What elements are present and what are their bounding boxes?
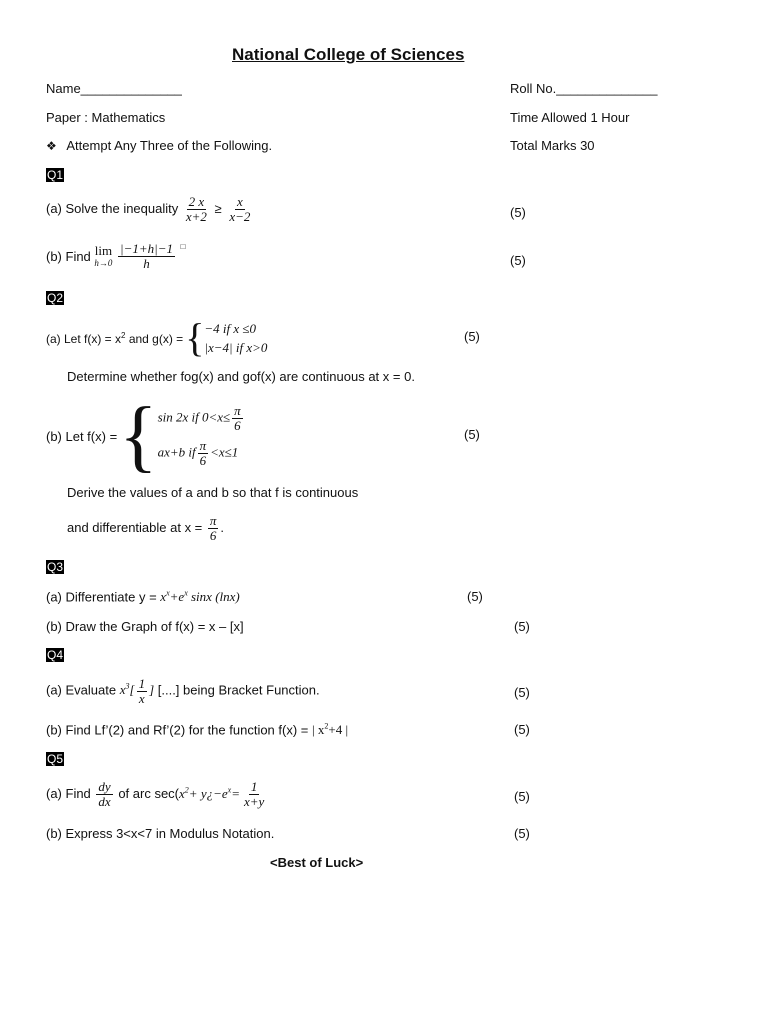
q2a-text xyxy=(46,331,183,346)
q5a-exponent: 2 xyxy=(184,785,189,795)
q2b-piece1-den: 6 xyxy=(234,418,241,433)
q2b-piece-1 xyxy=(158,404,245,433)
q1a-marks: (5) xyxy=(510,205,526,220)
q4a-expression xyxy=(119,676,155,706)
q5a-derivative-fraction xyxy=(96,780,112,809)
q2a-marks: (5) xyxy=(464,329,480,344)
paper-subject: Paper : Mathematics xyxy=(46,110,166,125)
q1a-fraction-right xyxy=(227,195,252,224)
q5b-marks: (5) xyxy=(514,826,530,841)
q5a-fraction xyxy=(242,780,266,809)
q2a-piecewise xyxy=(204,319,267,357)
q3a-text: (a) Differentiate y = xyxy=(46,589,157,605)
q5a-marks: (5) xyxy=(514,789,530,804)
q4b-text: (b) Find Lf’(2) and Rf’(2) for the function f(x) = xyxy=(46,722,309,738)
q2b-piece2-text: ax+b if xyxy=(157,444,196,460)
q1-part-b xyxy=(46,242,185,271)
q4b-exponent: 2 xyxy=(324,722,329,731)
q1b-lim-subscript: h→0 xyxy=(94,257,113,268)
q5a-deriv-num: dy xyxy=(98,779,111,794)
q3a-rest: sinx (lnx) xyxy=(191,589,240,605)
q5a-expression xyxy=(179,779,268,810)
q4a-frac-num: 1 xyxy=(138,676,146,691)
q2a-piece-1: −4 if x ≤0 xyxy=(204,321,257,336)
q2b-piece2-fraction xyxy=(198,439,209,468)
q4-label: Q4 xyxy=(47,648,64,662)
total-marks: Total Marks 30 xyxy=(510,138,595,153)
q1b-fraction xyxy=(118,242,175,271)
q5-part-a xyxy=(46,780,268,809)
q2a-left-brace: { xyxy=(185,315,205,360)
q4b-expr-pre: | x xyxy=(312,722,325,738)
q5a-text-arcsec: of arc sec( xyxy=(118,785,180,801)
q4a-marks: (5) xyxy=(514,685,530,700)
q3a-base-x: x xyxy=(160,589,167,605)
q2b-marks: (5) xyxy=(464,427,480,442)
roll-number-label: Roll No.______________ xyxy=(510,81,658,96)
q5a-frac-num: 1 xyxy=(250,779,258,795)
q2b-followup-2-text: and differentiable at x = xyxy=(67,519,203,535)
q2b-followup-1: Derive the values of a and b so that f is continuous xyxy=(67,485,359,500)
q5a-mid: + y¿−e xyxy=(188,785,228,801)
q3a-plus-e: +e xyxy=(169,589,185,605)
q2-part-b xyxy=(46,392,245,480)
q2a-followup: Determine whether fog(x) and gof(x) are continuous at x = 0. xyxy=(67,369,415,384)
q2b-text: (b) Let f(x) = xyxy=(46,428,118,444)
q1a-frac-left-num: 2 x xyxy=(188,194,205,209)
q2a-exponent: 2 xyxy=(121,330,126,340)
q1b-lim-word: lim xyxy=(94,242,113,258)
instruction-text: Attempt Any Three of the Following. xyxy=(66,138,273,153)
q2b-followup-period: . xyxy=(220,519,225,535)
q2a-text-g: and g(x) = xyxy=(128,331,184,346)
q2-part-a xyxy=(46,315,268,360)
q1b-text: (b) Find xyxy=(46,249,91,264)
instruction-line xyxy=(46,138,272,153)
q4a-base-x: x xyxy=(119,682,126,698)
q5a-deriv-den: dx xyxy=(98,794,111,809)
q5a-base-x: x xyxy=(179,785,185,801)
q4a-fraction xyxy=(137,677,148,706)
q3a-exp-2: x xyxy=(184,589,188,598)
q1a-fraction-left xyxy=(184,195,209,224)
q1a-frac-left-den: x+2 xyxy=(185,209,207,224)
q3a-expression xyxy=(160,589,239,604)
q4a-text: (a) Evaluate xyxy=(46,682,117,698)
q1b-placeholder-box-icon: □ xyxy=(180,242,186,251)
q4-part-b xyxy=(46,722,348,738)
q2-label: Q2 xyxy=(47,291,64,305)
q5a-exponent-2: x xyxy=(227,785,232,795)
q3b-marks: (5) xyxy=(514,619,530,634)
q3a-marks: (5) xyxy=(467,589,483,604)
q4b-marks: (5) xyxy=(514,722,530,737)
q2b-followup-fraction xyxy=(208,514,219,543)
q5a-frac-den: x+y xyxy=(243,794,265,810)
q3-part-b: (b) Draw the Graph of f(x) = x – [x] xyxy=(46,619,244,634)
q1a-frac-right-den: x−2 xyxy=(229,209,251,224)
q2b-piecewise xyxy=(158,404,245,468)
q5a-text: (a) Find xyxy=(46,785,91,801)
q2b-piece1-text: sin 2x if 0<x≤ xyxy=(157,409,231,425)
q2a-text-main: (a) Let f(x) = x xyxy=(46,331,122,346)
q1-label: Q1 xyxy=(47,168,64,182)
q4a-right-bracket: ] xyxy=(149,682,155,698)
name-field-label: Name______________ xyxy=(46,81,182,96)
q1b-limit xyxy=(94,242,113,269)
q4b-expression xyxy=(312,722,348,737)
q2b-followup-num: π xyxy=(209,513,217,528)
q4a-exponent: 3 xyxy=(125,682,130,692)
q4a-frac-den: x xyxy=(138,691,145,706)
q1a-frac-right-num: x xyxy=(236,194,243,209)
q3-part-a xyxy=(46,589,240,605)
q2b-followup-2 xyxy=(67,514,224,543)
q2a-piece-2: |x−4| if x>0 xyxy=(204,340,268,355)
best-of-luck: <Best of Luck> xyxy=(270,855,364,870)
q2b-piece1-num: π xyxy=(234,403,241,418)
q4a-left-bracket: [ xyxy=(129,682,135,698)
q2b-followup-den: 6 xyxy=(209,528,217,543)
q1b-marks: (5) xyxy=(510,253,526,268)
q1a-text: (a) Solve the inequality xyxy=(46,200,179,216)
q5a-equals: = xyxy=(231,785,240,801)
q2b-piece-2 xyxy=(158,439,245,468)
q1a-ge-sign: ≥ xyxy=(214,200,222,216)
q1b-frac-den: h xyxy=(143,256,150,271)
diamond-bullet-icon: ❖ xyxy=(46,139,57,153)
q2b-piece2-cond: <x≤1 xyxy=(210,444,239,460)
q1-part-a xyxy=(46,195,254,224)
q4-part-a xyxy=(46,677,320,706)
q2b-piece2-den: 6 xyxy=(199,453,207,468)
q3-label: Q3 xyxy=(47,560,64,574)
q2b-piece1-fraction xyxy=(232,404,243,433)
q2b-left-brace: { xyxy=(119,392,158,480)
q2b-piece2-num: π xyxy=(199,438,207,453)
q1b-frac-num: |−1+h|−1 xyxy=(120,241,174,256)
q5-part-b: (b) Express 3<x<7 in Modulus Notation. xyxy=(46,826,275,841)
q4a-rest: [....] being Bracket Function. xyxy=(157,682,320,698)
college-title: National College of Sciences xyxy=(232,45,465,64)
q4b-expr-post: +4 | xyxy=(328,722,349,738)
q3a-exp-1: x xyxy=(166,589,170,598)
time-allowed: Time Allowed 1 Hour xyxy=(510,110,630,125)
q5-label: Q5 xyxy=(47,752,64,766)
